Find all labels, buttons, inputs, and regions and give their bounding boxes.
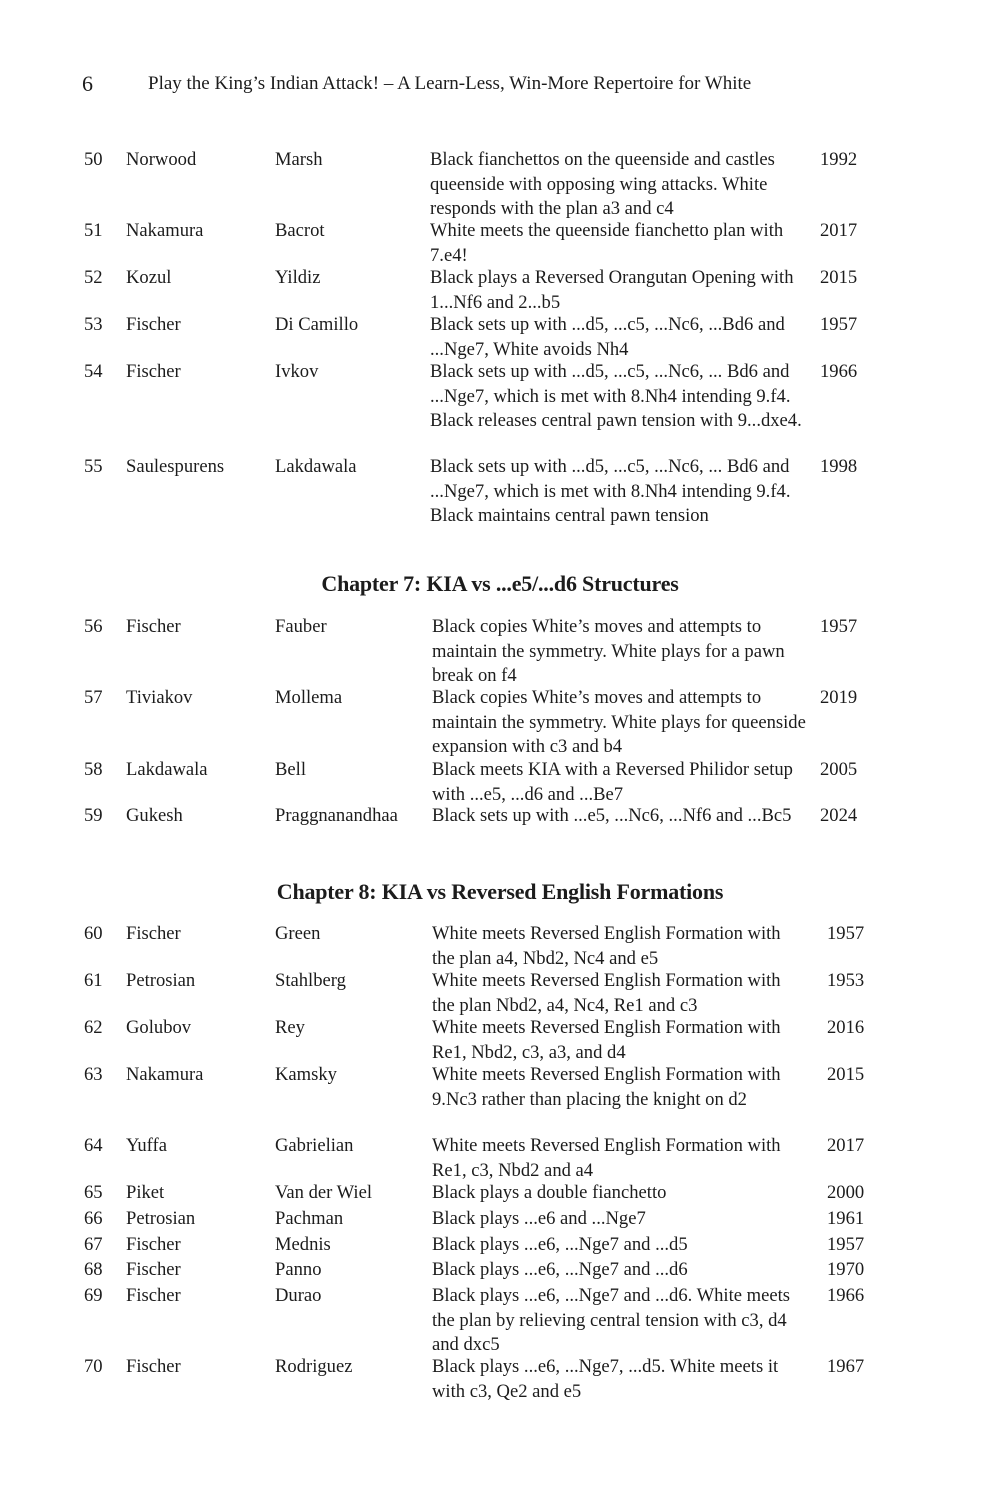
black-player: Van der Wiel bbox=[275, 1182, 373, 1203]
chapter-7-section bbox=[0, 570, 1000, 598]
game-row bbox=[0, 360, 1000, 455]
black-player: Praggnanandhaa bbox=[275, 805, 398, 826]
game-row bbox=[0, 1134, 1000, 1181]
game-year: 1966 bbox=[827, 1285, 865, 1306]
white-player: Nakamura bbox=[126, 220, 204, 241]
game-year: 2017 bbox=[827, 1135, 865, 1156]
game-row bbox=[0, 758, 1000, 804]
game-row bbox=[0, 266, 1000, 313]
black-player: Rodriguez bbox=[275, 1356, 353, 1377]
chapter-8-games bbox=[0, 922, 1000, 1405]
game-row bbox=[0, 1207, 1000, 1233]
white-player: Petrosian bbox=[126, 970, 196, 991]
game-number: 69 bbox=[84, 1285, 103, 1306]
game-year: 1992 bbox=[820, 149, 858, 170]
game-description: White meets Reversed English Formation with the plan Nbd2, a4, Nc4, Re1 and c3 bbox=[432, 970, 781, 1016]
game-row bbox=[0, 615, 1000, 686]
black-player: Bell bbox=[275, 759, 306, 780]
game-number: 63 bbox=[84, 1064, 103, 1085]
game-description: Black fianchettos on the queenside and castles queenside with opposing wing attacks. White responds with the plan a3 and c4 bbox=[430, 149, 775, 219]
black-player: Kamsky bbox=[275, 1064, 337, 1085]
game-number: 50 bbox=[84, 149, 103, 170]
game-description: White meets Reversed English Formation with Re1, Nbd2, c3, a3, and d4 bbox=[432, 1017, 781, 1063]
game-year: 1966 bbox=[820, 361, 858, 382]
game-description: Black plays ...e6, ...Nge7 and ...d6. White meets the plan by relieving central tension with c3, d4 and dxc5 bbox=[432, 1285, 791, 1355]
white-player: Fischer bbox=[126, 923, 181, 944]
white-player: Saulespurens bbox=[126, 456, 225, 477]
white-player: Fischer bbox=[126, 1356, 181, 1377]
game-number: 68 bbox=[84, 1259, 103, 1280]
black-player: Lakdawala bbox=[275, 456, 357, 477]
game-number: 54 bbox=[84, 361, 103, 382]
white-player: Fischer bbox=[126, 1259, 181, 1280]
game-row bbox=[0, 1016, 1000, 1063]
black-player: Pachman bbox=[275, 1208, 344, 1229]
game-number: 57 bbox=[84, 687, 103, 708]
game-description: Black plays a Reversed Orangutan Opening with 1...Nf6 and 2...b5 bbox=[430, 267, 794, 313]
game-row bbox=[0, 1181, 1000, 1207]
black-player: Ivkov bbox=[275, 361, 319, 382]
game-description: Black copies White’s moves and attempts to maintain the symmetry. White plays for queenside expansion with c3 and b4 bbox=[432, 687, 806, 757]
game-description: Black plays ...e6, ...Nge7, ...d5. White meets it with c3, Qe2 and e5 bbox=[432, 1356, 779, 1402]
game-description: Black plays ...e6 and ...Nge7 bbox=[432, 1208, 646, 1229]
game-number: 64 bbox=[84, 1135, 103, 1156]
page-header bbox=[0, 70, 1000, 100]
game-number: 62 bbox=[84, 1017, 103, 1038]
game-row bbox=[0, 1063, 1000, 1134]
game-year: 2015 bbox=[820, 267, 858, 288]
black-player: Di Camillo bbox=[275, 314, 359, 335]
black-player: Rey bbox=[275, 1017, 305, 1038]
game-row bbox=[0, 686, 1000, 758]
game-year: 1953 bbox=[827, 970, 865, 991]
white-player: Golubov bbox=[126, 1017, 192, 1038]
game-row bbox=[0, 922, 1000, 969]
game-year: 2024 bbox=[820, 805, 858, 826]
game-row bbox=[0, 804, 1000, 852]
game-row bbox=[0, 1355, 1000, 1405]
game-description: Black plays ...e6, ...Nge7 and ...d6 bbox=[432, 1259, 688, 1280]
game-row bbox=[0, 455, 1000, 551]
black-player: Durao bbox=[275, 1285, 322, 1306]
white-player: Fischer bbox=[126, 314, 181, 335]
chapter-title: Chapter 7: KIA vs ...e5/...d6 Structures bbox=[321, 571, 679, 596]
white-player: Petrosian bbox=[126, 1208, 196, 1229]
game-number: 67 bbox=[84, 1234, 103, 1255]
black-player: Stahlberg bbox=[275, 970, 346, 991]
black-player: Bacrot bbox=[275, 220, 325, 241]
game-number: 55 bbox=[84, 456, 103, 477]
black-player: Yildiz bbox=[275, 267, 321, 288]
white-player: Yuffa bbox=[126, 1135, 167, 1156]
game-year: 1957 bbox=[827, 923, 865, 944]
black-player: Fauber bbox=[275, 616, 327, 637]
game-row bbox=[0, 313, 1000, 360]
game-description: White meets Reversed English Formation with 9.Nc3 rather than placing the knight on d2 bbox=[432, 1064, 781, 1110]
black-player: Green bbox=[275, 923, 321, 944]
game-description: Black meets KIA with a Reversed Philidor setup with ...e5, ...d6 and ...Be7 bbox=[432, 759, 793, 805]
game-number: 60 bbox=[84, 923, 103, 944]
white-player: Norwood bbox=[126, 149, 197, 170]
black-player: Panno bbox=[275, 1259, 322, 1280]
game-year: 1957 bbox=[820, 616, 858, 637]
game-year: 2000 bbox=[827, 1182, 865, 1203]
game-description: Black sets up with ...d5, ...c5, ...Nc6, ... Bd6 and ...Nge7, which is met with 8.Nh4 intending 9.f4. Black maintains central pawn tension bbox=[430, 456, 791, 526]
game-year: 2019 bbox=[820, 687, 858, 708]
black-player: Marsh bbox=[275, 149, 323, 170]
game-description: Black sets up with ...d5, ...c5, ...Nc6, ... Bd6 and ...Nge7, which is met with 8.Nh4 intending 9.f4. Black releases central pawn tension with 9...dxe4. bbox=[430, 361, 802, 431]
game-number: 61 bbox=[84, 970, 103, 991]
white-player: Fischer bbox=[126, 361, 181, 382]
game-number: 66 bbox=[84, 1208, 103, 1229]
white-player: Fischer bbox=[126, 616, 181, 637]
white-player: Fischer bbox=[126, 1234, 181, 1255]
game-year: 2016 bbox=[827, 1017, 865, 1038]
white-player: Piket bbox=[126, 1182, 165, 1203]
white-player: Nakamura bbox=[126, 1064, 204, 1085]
game-description: Black sets up with ...d5, ...c5, ...Nc6, ...Bd6 and ...Nge7, White avoids Nh4 bbox=[430, 314, 785, 360]
game-description: Black sets up with ...e5, ...Nc6, ...Nf6 and ...Bc5 bbox=[432, 805, 792, 826]
running-title: Play the King’s Indian Attack! – A Learn-Less, Win-More Repertoire for White bbox=[148, 73, 752, 94]
black-player: Mollema bbox=[275, 687, 343, 708]
game-row bbox=[0, 969, 1000, 1016]
black-player: Mednis bbox=[275, 1234, 331, 1255]
game-description: Black copies White’s moves and attempts to maintain the symmetry. White plays for a pawn break on f4 bbox=[432, 616, 785, 686]
white-player: Kozul bbox=[126, 267, 172, 288]
game-row bbox=[0, 219, 1000, 266]
game-row bbox=[0, 1258, 1000, 1284]
page-number: 6 bbox=[82, 71, 93, 96]
game-description: Black plays a double fianchetto bbox=[432, 1182, 667, 1203]
chapter-8-section bbox=[0, 878, 1000, 906]
game-row bbox=[0, 148, 1000, 219]
game-row bbox=[0, 1233, 1000, 1258]
black-player: Gabrielian bbox=[275, 1135, 354, 1156]
white-player: Fischer bbox=[126, 1285, 181, 1306]
game-description: White meets Reversed English Formation with the plan a4, Nbd2, Nc4 and e5 bbox=[432, 923, 781, 969]
game-number: 59 bbox=[84, 805, 103, 826]
game-row bbox=[0, 1284, 1000, 1355]
game-year: 1998 bbox=[820, 456, 858, 477]
game-number: 58 bbox=[84, 759, 103, 780]
game-description: Black plays ...e6, ...Nge7 and ...d5 bbox=[432, 1234, 688, 1255]
game-number: 53 bbox=[84, 314, 103, 335]
game-number: 56 bbox=[84, 616, 103, 637]
game-number: 70 bbox=[84, 1356, 103, 1377]
game-year: 1967 bbox=[827, 1356, 865, 1377]
game-number: 51 bbox=[84, 220, 103, 241]
game-year: 1961 bbox=[827, 1208, 865, 1229]
game-number: 65 bbox=[84, 1182, 103, 1203]
white-player: Lakdawala bbox=[126, 759, 208, 780]
game-year: 2017 bbox=[820, 220, 858, 241]
game-year: 1957 bbox=[827, 1234, 865, 1255]
white-player: Tiviakov bbox=[126, 687, 193, 708]
games-section-continued bbox=[0, 148, 1000, 551]
game-year: 2005 bbox=[820, 759, 858, 780]
game-number: 52 bbox=[84, 267, 103, 288]
chapter-title: Chapter 8: KIA vs Reversed English Formations bbox=[276, 879, 724, 904]
game-year: 2015 bbox=[827, 1064, 865, 1085]
white-player: Gukesh bbox=[126, 805, 183, 826]
game-description: White meets Reversed English Formation with Re1, c3, Nbd2 and a4 bbox=[432, 1135, 781, 1181]
game-year: 1957 bbox=[820, 314, 858, 335]
game-description: White meets the queenside fianchetto plan with 7.e4! bbox=[430, 220, 784, 266]
chapter-7-games bbox=[0, 615, 1000, 852]
game-year: 1970 bbox=[827, 1259, 865, 1280]
